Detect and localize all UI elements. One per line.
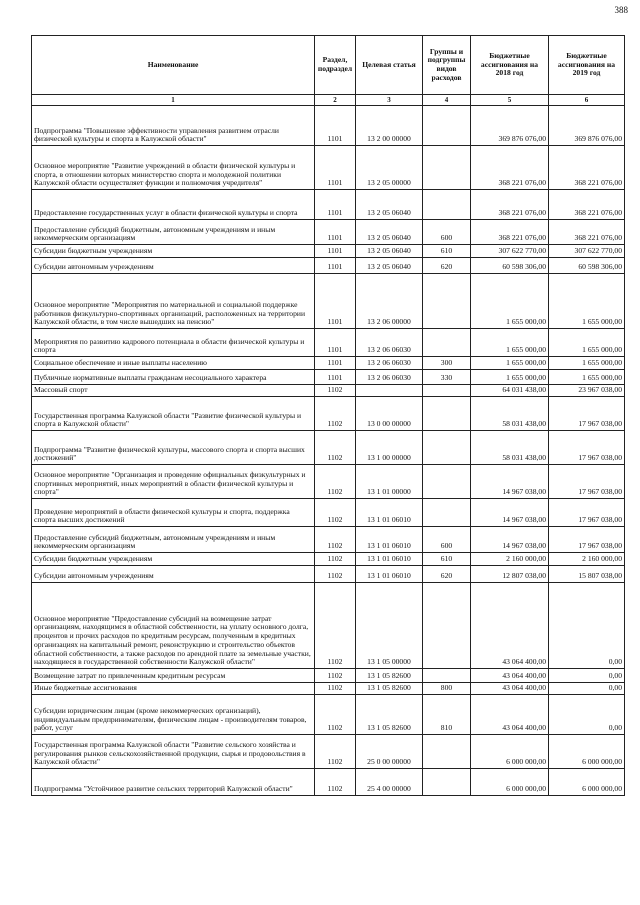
cell-group <box>423 274 471 329</box>
cell-name: Основное мероприятие "Организация и проведение официальных физкультурных и спортивных мероприятий, иных мероприятий в области физической культуры и спорта" <box>32 465 315 499</box>
col-number: 2 <box>315 95 356 106</box>
header-2019: Бюджетные ассигнования на 2019 год <box>549 36 625 95</box>
cell-group <box>423 190 471 220</box>
cell-section: 1101 <box>315 274 356 329</box>
cell-y2019: 307 622 770,00 <box>549 245 625 258</box>
cell-section: 1101 <box>315 329 356 357</box>
cell-section: 1101 <box>315 220 356 245</box>
cell-y2019: 17 967 038,00 <box>549 527 625 553</box>
cell-name: Предоставление субсидий бюджетным, автономным учреждениям и иным некоммерческим организациям <box>32 220 315 245</box>
cell-section: 1102 <box>315 397 356 431</box>
cell-y2019: 15 807 038,00 <box>549 566 625 583</box>
header-2018: Бюджетные ассигнования на 2018 год <box>471 36 549 95</box>
cell-section: 1102 <box>315 431 356 465</box>
cell-name: Основное мероприятие "Мероприятия по материальной и социальной поддержке работников физкультурно-спортивных организаций, расположенных на территории Калужской области, в том числе вышедших на пенсию" <box>32 274 315 329</box>
cell-group <box>423 146 471 190</box>
cell-group: 600 <box>423 527 471 553</box>
cell-name: Подпрограмма "Устойчивое развитие сельских территорий Калужской области" <box>32 769 315 796</box>
cell-group <box>423 431 471 465</box>
cell-target: 25 4 00 00000 <box>356 769 423 796</box>
cell-target: 13 2 00 00000 <box>356 106 423 146</box>
cell-target: 13 1 05 82600 <box>356 695 423 735</box>
cell-group: 610 <box>423 553 471 566</box>
cell-section: 1102 <box>315 553 356 566</box>
cell-group <box>423 583 471 669</box>
cell-name: Предоставление государственных услуг в области физической культуры и спорта <box>32 190 315 220</box>
cell-name: Субсидии бюджетным учреждениям <box>32 553 315 566</box>
cell-name: Государственная программа Калужской области "Развитие физической культуры и спорта в Калужской области" <box>32 397 315 431</box>
cell-group: 810 <box>423 695 471 735</box>
cell-y2018: 14 967 038,00 <box>471 527 549 553</box>
header-section: Раздел, подраздел <box>315 36 356 95</box>
cell-y2018: 43 064 400,00 <box>471 669 549 683</box>
cell-name: Предоставление субсидий бюджетным, автономным учреждениям и иным некоммерческим организациям <box>32 527 315 553</box>
col-number: 3 <box>356 95 423 106</box>
cell-y2019: 17 967 038,00 <box>549 431 625 465</box>
table-row <box>32 329 625 357</box>
cell-y2018: 6 000 000,00 <box>471 769 549 796</box>
cell-y2018: 14 967 038,00 <box>471 499 549 527</box>
cell-target: 13 1 05 82600 <box>356 669 423 683</box>
cell-group <box>423 106 471 146</box>
cell-section: 1102 <box>315 735 356 769</box>
cell-section: 1102 <box>315 769 356 796</box>
cell-y2018: 58 031 438,00 <box>471 397 549 431</box>
cell-y2018: 1 655 000,00 <box>471 370 549 385</box>
cell-name: Массовый спорт <box>32 385 315 397</box>
cell-name: Основное мероприятие "Развитие учреждений в области физической культуры и спорта, в отношении которых министерство спорта и молодежной политики Калужской области осуществляет функции и полномочия учредителя" <box>32 146 315 190</box>
cell-name: Субсидии юридическим лицам (кроме некоммерческих организаций), индивидуальным предпринимателям, физическим лицам - производителям товаров, работ, услуг <box>32 695 315 735</box>
cell-target: 13 2 06 00000 <box>356 274 423 329</box>
table-row <box>32 465 625 499</box>
cell-name: Подпрограмма "Развитие физической культуры, массового спорта и спорта высших достижений" <box>32 431 315 465</box>
budget-table <box>31 35 625 796</box>
cell-y2019: 368 221 076,00 <box>549 146 625 190</box>
cell-target <box>356 385 423 397</box>
col-number: 1 <box>32 95 315 106</box>
cell-group: 620 <box>423 566 471 583</box>
cell-group <box>423 735 471 769</box>
cell-section: 1101 <box>315 245 356 258</box>
table-row <box>32 274 625 329</box>
table-row <box>32 499 625 527</box>
cell-name: Субсидии автономным учреждениям <box>32 258 315 274</box>
cell-section: 1101 <box>315 106 356 146</box>
cell-section: 1101 <box>315 357 356 370</box>
cell-y2019: 369 876 076,00 <box>549 106 625 146</box>
cell-y2018: 60 598 306,00 <box>471 258 549 274</box>
cell-group <box>423 397 471 431</box>
cell-y2018: 43 064 400,00 <box>471 695 549 735</box>
cell-y2019: 0,00 <box>549 583 625 669</box>
cell-section: 1102 <box>315 527 356 553</box>
table-row <box>32 146 625 190</box>
header-groups: Группы и подгруппы видов расходов <box>423 36 471 95</box>
table-row <box>32 583 625 669</box>
cell-y2018: 1 655 000,00 <box>471 274 549 329</box>
cell-y2019: 0,00 <box>549 695 625 735</box>
cell-y2019: 0,00 <box>549 669 625 683</box>
cell-y2018: 307 622 770,00 <box>471 245 549 258</box>
cell-y2018: 1 655 000,00 <box>471 329 549 357</box>
cell-y2019: 368 221 076,00 <box>549 220 625 245</box>
cell-y2019: 6 000 000,00 <box>549 769 625 796</box>
cell-y2019: 1 655 000,00 <box>549 357 625 370</box>
cell-target: 13 2 05 06040 <box>356 190 423 220</box>
cell-y2018: 43 064 400,00 <box>471 583 549 669</box>
cell-section: 1102 <box>315 583 356 669</box>
cell-group: 620 <box>423 258 471 274</box>
cell-target: 13 2 05 06040 <box>356 245 423 258</box>
cell-y2018: 368 221 076,00 <box>471 220 549 245</box>
cell-y2018: 64 031 438,00 <box>471 385 549 397</box>
cell-y2019: 17 967 038,00 <box>549 499 625 527</box>
cell-name: Социальное обеспечение и иные выплаты населению <box>32 357 315 370</box>
cell-y2019: 23 967 038,00 <box>549 385 625 397</box>
cell-target: 13 0 00 00000 <box>356 397 423 431</box>
cell-group <box>423 769 471 796</box>
cell-name: Государственная программа Калужской области "Развитие сельского хозяйства и регулирования рынков сельскохозяйственной продукции, сырья и продовольствия в Калужской области" <box>32 735 315 769</box>
cell-section: 1101 <box>315 258 356 274</box>
cell-y2019: 1 655 000,00 <box>549 329 625 357</box>
cell-section: 1101 <box>315 146 356 190</box>
cell-y2019: 2 160 000,00 <box>549 553 625 566</box>
cell-target: 13 1 05 00000 <box>356 583 423 669</box>
cell-name: Публичные нормативные выплаты гражданам несоциального характера <box>32 370 315 385</box>
cell-target: 25 0 00 00000 <box>356 735 423 769</box>
cell-y2019: 0,00 <box>549 683 625 695</box>
cell-target: 13 2 06 06030 <box>356 329 423 357</box>
cell-target: 13 1 01 06010 <box>356 527 423 553</box>
cell-y2018: 43 064 400,00 <box>471 683 549 695</box>
cell-y2018: 6 000 000,00 <box>471 735 549 769</box>
cell-y2019: 368 221 076,00 <box>549 190 625 220</box>
table-row <box>32 190 625 220</box>
column-number-row <box>32 95 625 106</box>
cell-name: Субсидии автономным учреждениям <box>32 566 315 583</box>
cell-section: 1102 <box>315 499 356 527</box>
cell-group: 610 <box>423 245 471 258</box>
table-row <box>32 106 625 146</box>
cell-y2018: 369 876 076,00 <box>471 106 549 146</box>
cell-section: 1101 <box>315 370 356 385</box>
table-row <box>32 431 625 465</box>
cell-section: 1102 <box>315 683 356 695</box>
cell-target: 13 2 06 06030 <box>356 357 423 370</box>
cell-name: Мероприятия по развитию кадрового потенциала в области физической культуры и спорта <box>32 329 315 357</box>
cell-name: Возмещение затрат по привлеченным кредитным ресурсам <box>32 669 315 683</box>
cell-section: 1102 <box>315 669 356 683</box>
cell-y2019: 17 967 038,00 <box>549 397 625 431</box>
cell-group <box>423 329 471 357</box>
cell-y2018: 12 807 038,00 <box>471 566 549 583</box>
cell-group <box>423 499 471 527</box>
table-row <box>32 397 625 431</box>
page-number: 388 <box>614 5 628 15</box>
col-number: 6 <box>549 95 625 106</box>
cell-y2018: 58 031 438,00 <box>471 431 549 465</box>
table-row <box>32 669 625 683</box>
cell-y2019: 17 967 038,00 <box>549 465 625 499</box>
cell-group: 300 <box>423 357 471 370</box>
cell-target: 13 1 01 06010 <box>356 499 423 527</box>
cell-target: 13 1 01 06010 <box>356 566 423 583</box>
table-body <box>32 106 625 796</box>
cell-target: 13 1 01 06010 <box>356 553 423 566</box>
header-name: Наименование <box>32 36 315 95</box>
table-row <box>32 370 625 385</box>
cell-target: 13 1 01 00000 <box>356 465 423 499</box>
cell-target: 13 2 06 06030 <box>356 370 423 385</box>
table-row <box>32 357 625 370</box>
cell-y2019: 60 598 306,00 <box>549 258 625 274</box>
table-row <box>32 527 625 553</box>
cell-target: 13 2 05 06040 <box>356 258 423 274</box>
cell-y2018: 368 221 076,00 <box>471 146 549 190</box>
cell-y2019: 1 655 000,00 <box>549 370 625 385</box>
cell-section: 1102 <box>315 566 356 583</box>
cell-section: 1102 <box>315 695 356 735</box>
cell-y2018: 368 221 076,00 <box>471 190 549 220</box>
cell-section: 1101 <box>315 190 356 220</box>
table-row <box>32 735 625 769</box>
table-row <box>32 683 625 695</box>
table-row <box>32 566 625 583</box>
cell-y2018: 1 655 000,00 <box>471 357 549 370</box>
cell-section: 1102 <box>315 465 356 499</box>
table-row <box>32 695 625 735</box>
table-row <box>32 245 625 258</box>
col-number: 5 <box>471 95 549 106</box>
cell-target: 13 1 00 00000 <box>356 431 423 465</box>
cell-y2018: 2 160 000,00 <box>471 553 549 566</box>
cell-name: Иные бюджетные ассигнования <box>32 683 315 695</box>
table-header-row <box>32 36 625 95</box>
cell-y2018: 14 967 038,00 <box>471 465 549 499</box>
cell-section: 1102 <box>315 385 356 397</box>
cell-name: Подпрограмма "Повышение эффективности управления развитием отрасли физической культуры и спорта в Калужской области" <box>32 106 315 146</box>
table-row <box>32 769 625 796</box>
header-target: Целевая статья <box>356 36 423 95</box>
cell-target: 13 2 05 06040 <box>356 220 423 245</box>
cell-name: Субсидии бюджетным учреждениям <box>32 245 315 258</box>
cell-y2019: 1 655 000,00 <box>549 274 625 329</box>
table-row <box>32 220 625 245</box>
cell-target: 13 2 05 00000 <box>356 146 423 190</box>
cell-group: 330 <box>423 370 471 385</box>
table-row <box>32 553 625 566</box>
cell-y2019: 6 000 000,00 <box>549 735 625 769</box>
cell-name: Основное мероприятие "Предоставление субсидий на возмещение затрат организациям, находящимся в областной собственности, на уплату основного долга, процентов и прочих расходов по кредитным ресурсам, полученным в кредитных организациях на капитальный ремонт, реконструкцию и строительство объектов областной собственности, а также расходов по арендной плате за земельные участки, находящиеся в государственной собственности Калужской области" <box>32 583 315 669</box>
cell-group: 600 <box>423 220 471 245</box>
table-row <box>32 385 625 397</box>
cell-group <box>423 385 471 397</box>
cell-name: Проведение мероприятий в области физической культуры и спорта, поддержка спорта высших достижений <box>32 499 315 527</box>
cell-target: 13 1 05 82600 <box>356 683 423 695</box>
cell-group <box>423 669 471 683</box>
cell-group <box>423 465 471 499</box>
cell-group: 800 <box>423 683 471 695</box>
table-row <box>32 258 625 274</box>
col-number: 4 <box>423 95 471 106</box>
